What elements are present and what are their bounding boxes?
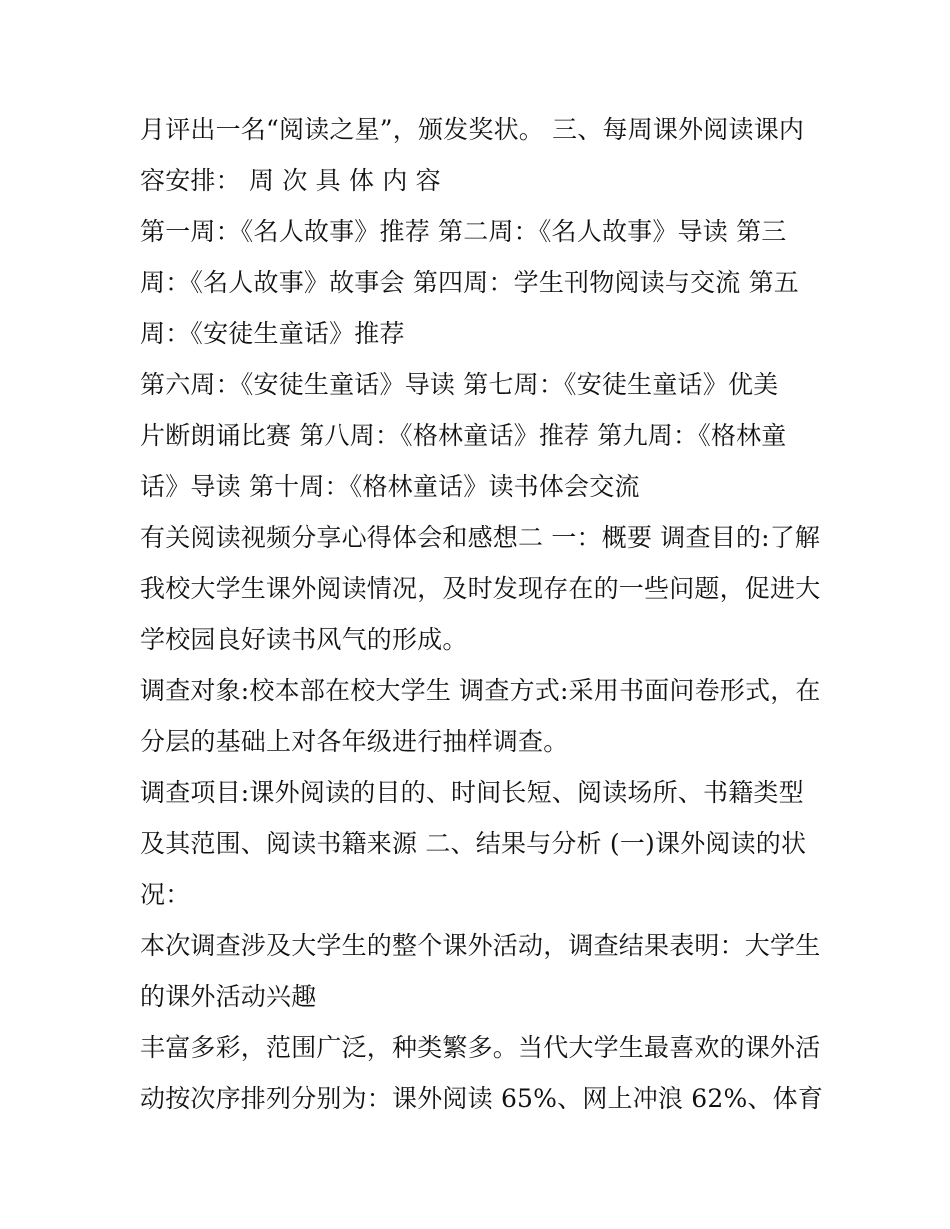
text-line-19: 丰富多彩，范围广泛，种类繁多。当代大学生最喜欢的课外活 (140, 1033, 821, 1062)
text-line-15: 及其范围、阅读书籍来源 二、结果与分析 (一)课外阅读的状 (140, 829, 807, 858)
text-line-2: 容安排： 周 次 具 体 内 容 (140, 166, 441, 195)
text-line-4: 周：《名人故事》故事会 第四周：学生刊物阅读与交流 第五 (140, 268, 799, 297)
text-line-8: 话》导读 第十周：《格林童话》读书体会交流 (140, 472, 640, 501)
text-line-3: 第一周：《名人故事》推荐 第二周：《名人故事》导读 第三 (140, 217, 787, 246)
text-line-18: 的课外活动兴趣 (140, 982, 317, 1011)
text-line-12: 调查对象:校本部在校大学生 调查方式:采用书面问卷形式，在 (140, 676, 821, 705)
text-line-7: 片断朗诵比赛 第八周：《格林童话》推荐 第九周：《格林童 (140, 421, 787, 450)
text-line-13: 分层的基础上对各年级进行抽样调查。 (140, 727, 569, 756)
text-line-17: 本次调查涉及大学生的整个课外活动，调查结果表明：大学生 (140, 931, 821, 960)
text-line-14: 调查项目:课外阅读的目的、时间长短、阅读场所、书籍类型 (140, 778, 804, 807)
text-line-1: 月评出一名“阅读之星”，颁发奖状。 三、每周课外阅读课内 (140, 115, 805, 144)
text-line-5: 周：《安徒生童话》推荐 (140, 319, 405, 348)
text-line-10: 我校大学生课外阅读情况，及时发现存在的一些问题，促进大 (140, 574, 821, 603)
text-line-20: 动按次序排列分别为：课外阅读 65%、网上冲浪 62%、体育 (140, 1084, 824, 1113)
document-body (140, 104, 824, 1124)
text-line-16: 况： (140, 880, 191, 909)
text-line-9: 有关阅读视频分享心得体会和感想二 一：概要 调查目的:了解 (140, 523, 821, 552)
text-line-11: 学校园良好读书风气的形成。 (140, 625, 468, 654)
text-line-6: 第六周：《安徒生童话》导读 第七周：《安徒生童话》优美 (140, 370, 779, 399)
